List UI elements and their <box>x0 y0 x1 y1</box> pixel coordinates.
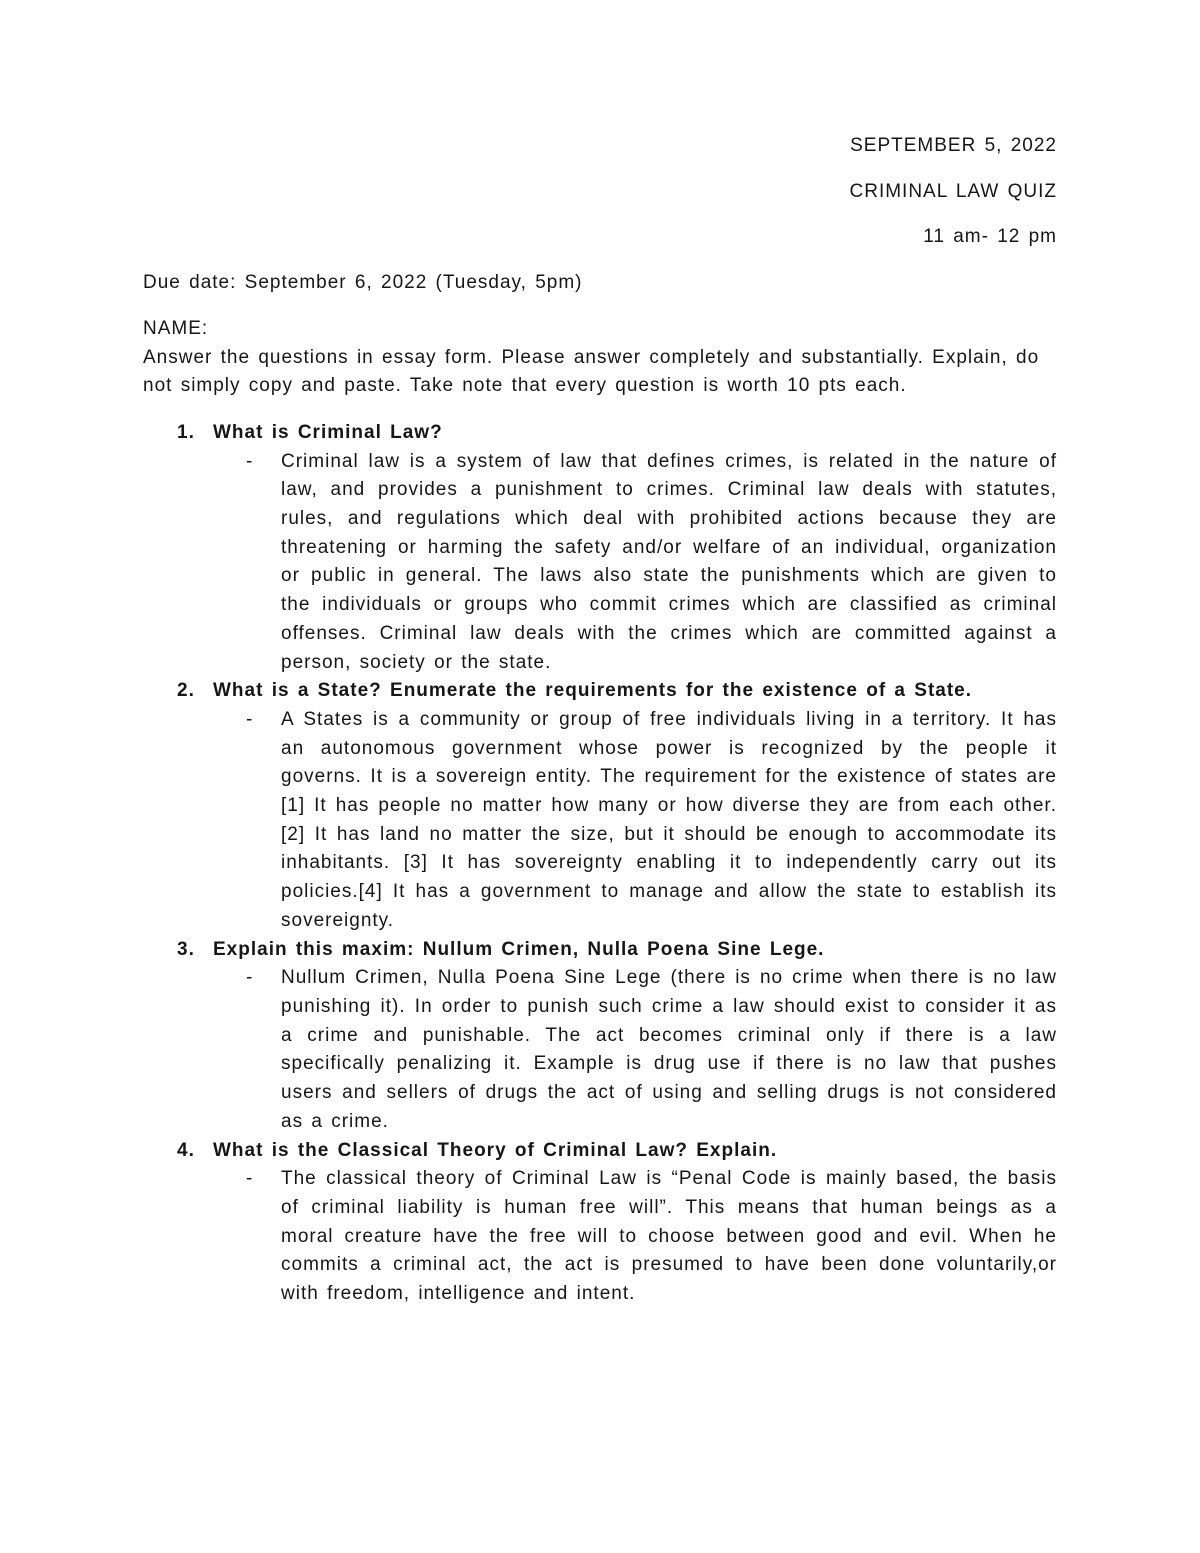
question-item-2 <box>143 677 1057 935</box>
answer-text: Nullum Crimen, Nulla Poena Sine Lege (there is no crime when there is no law punishing it). In order to punish such crime a law should exist to consider it as a crime and punishable. The act becomes criminal only if there is a law specifically penalizing it. Example is drug use if there is no law that pushes users and sellers of drugs the act of using and selling drugs is not considered as a crime. <box>281 967 1057 1132</box>
question-text: Explain this maxim: Nullum Crimen, Nulla Poena Sine Lege. <box>213 938 825 960</box>
instructions-paragraph: Answer the questions in essay form. Please answer completely and substantially. Explain, do not simply copy and paste. Take note that every question is worth 10 pts each. <box>143 346 1040 397</box>
question-item-1 <box>143 419 1057 677</box>
question-heading <box>143 677 1057 706</box>
answer-text: Criminal law is a system of law that defines crimes, is related in the nature of law, and provides a punishment to crimes. Criminal law deals with statutes, rules, and regulations which deal with prohibited actions because they are threatening or harming the safety and/or welfare of an individual, organization or public in general. The laws also state the punishments which are given to the individuals or groups who commit crimes which are classified as criminal offenses. Criminal law deals with the crimes which are committed against a person, society or the state. <box>281 450 1057 673</box>
question-text: What is Criminal Law? <box>213 421 443 443</box>
header-title: CRIMINAL LAW QUIZ <box>849 180 1057 202</box>
answer-text: A States is a community or group of free individuals living in a territory. It has an autonomous government whose power is recognized by the people it governs. It is a sovereign entity. The requirement for the existence of states are [1] It has people no matter how many or how diverse they are from each other. [2] It has land no matter the size, but it should be enough to accommodate its inhabitants. [3] It has sovereignty enabling it to independently carry out its policies.[4] It has a government to manage and allow the state to establish its sovereignty. <box>281 708 1057 931</box>
answer-text: The classical theory of Criminal Law is “Penal Code is mainly based, the basis of criminal liability is human free will”. This means that human beings as a moral creature have the free will to choose between good and evil. When he commits a criminal act, the act is presumed to have been done voluntarily,or with freedom, intelligence and intent. <box>281 1168 1057 1305</box>
name-label: NAME: <box>143 317 209 339</box>
header-date: SEPTEMBER 5, 2022 <box>850 135 1057 156</box>
question-item-4 <box>143 1137 1057 1309</box>
answer-paragraph <box>246 448 1057 678</box>
header-time: 11 am- 12 pm <box>923 226 1057 248</box>
dash-bullet: - <box>246 967 254 989</box>
dash-bullet: - <box>246 708 254 730</box>
answer-paragraph <box>246 706 1057 936</box>
question-heading <box>143 1137 1057 1166</box>
question-item-3 <box>143 936 1057 1137</box>
question-heading <box>143 936 1057 965</box>
question-number: 4. <box>177 1139 195 1161</box>
answer-paragraph <box>246 1165 1057 1309</box>
answer-paragraph <box>246 964 1057 1136</box>
dash-bullet: - <box>246 1168 254 1190</box>
dash-bullet: - <box>246 450 254 472</box>
due-date-line: Due date: September 6, 2022 (Tuesday, 5pm) <box>143 272 583 294</box>
question-heading <box>143 419 1057 448</box>
question-list <box>143 419 1057 1309</box>
question-text: What is the Classical Theory of Criminal Law? Explain. <box>213 1139 778 1161</box>
question-number: 2. <box>177 680 195 702</box>
question-number: 1. <box>177 421 195 443</box>
question-number: 3. <box>177 938 195 960</box>
question-text: What is a State? Enumerate the requirements for the existence of a State. <box>213 680 973 702</box>
